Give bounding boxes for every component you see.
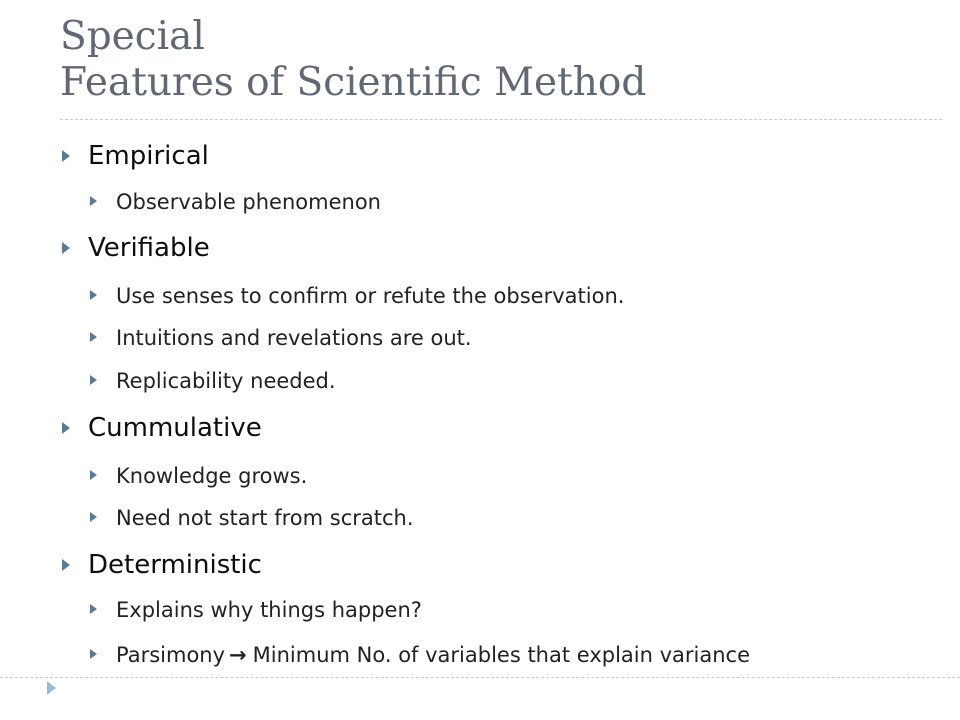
sub-bullet-text: Knowledge grows. — [116, 464, 308, 488]
parsimony-label: Parsimony — [116, 643, 226, 667]
footer-divider — [0, 677, 960, 678]
sub-bullet-item — [0, 184, 960, 224]
sub-bullet-item — [0, 278, 960, 318]
triangle-right-icon — [90, 332, 97, 342]
title-line-2: Features of Scientific Method — [60, 60, 647, 105]
sub-bullet-text: Observable phenomenon — [116, 190, 381, 214]
sub-bullet-text: Explains why things happen? — [116, 598, 422, 622]
sub-bullet-item — [0, 592, 960, 632]
bullet-text: Empirical — [88, 141, 209, 171]
triangle-right-icon — [90, 512, 97, 522]
bullet-item-empirical — [0, 138, 960, 178]
triangle-right-icon — [90, 470, 97, 480]
triangle-right-icon — [62, 150, 70, 162]
sub-bullet-text: Intuitions and revelations are out. — [116, 326, 472, 350]
sub-bullet-item — [0, 458, 960, 498]
triangle-right-icon — [90, 604, 97, 614]
bullet-text: Verifiable — [88, 233, 210, 263]
sub-bullet-text: Use senses to confirm or refute the observation. — [116, 284, 625, 308]
sub-bullet-text — [116, 637, 750, 673]
parsimony-definition: Minimum No. of variables that explain variance — [252, 643, 751, 667]
sub-bullet-item — [0, 320, 960, 360]
bullet-text: Deterministic — [88, 550, 262, 580]
sub-bullet-item — [0, 363, 960, 403]
sub-bullet-item-parsimony — [0, 637, 960, 677]
triangle-right-icon — [90, 375, 97, 385]
triangle-right-icon — [90, 196, 97, 206]
triangle-right-icon — [62, 422, 70, 434]
bullet-item-cummulative — [0, 410, 960, 450]
triangle-right-icon — [47, 681, 56, 695]
title-line-1: Special — [60, 14, 205, 59]
bullet-text: Cummulative — [88, 413, 262, 443]
triangle-right-icon — [90, 649, 97, 659]
right-arrow-icon: → — [229, 643, 247, 667]
triangle-right-icon — [62, 242, 70, 254]
sub-bullet-text: Replicability needed. — [116, 369, 336, 393]
sub-bullet-item — [0, 500, 960, 540]
triangle-right-icon — [90, 290, 97, 300]
sub-bullet-text: Need not start from scratch. — [116, 506, 414, 530]
bullet-item-verifiable — [0, 230, 960, 270]
bullet-item-deterministic — [0, 547, 960, 587]
triangle-right-icon — [62, 559, 70, 571]
